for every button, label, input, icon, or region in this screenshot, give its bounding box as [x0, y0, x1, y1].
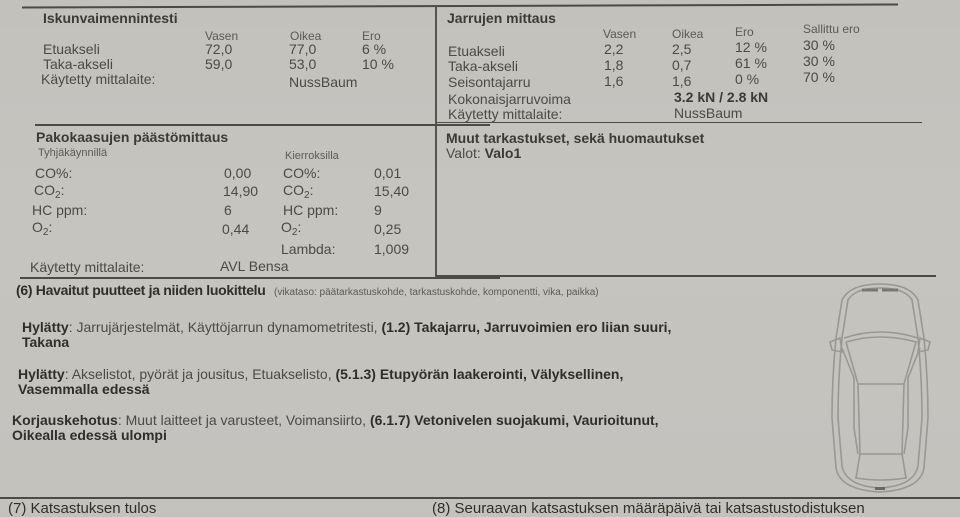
- brake-row-left: 2,2: [604, 41, 624, 57]
- brake-row-allowed: 70 %: [803, 69, 835, 85]
- defect-location: Takana: [22, 334, 70, 350]
- rpm-lambda-label: Lambda:: [281, 241, 336, 257]
- other-checks-title: Muut tarkastukset, sekä huomautukset: [446, 130, 705, 146]
- shock-row-diff: 6 %: [362, 41, 387, 57]
- shock-row-right: 53,0: [289, 56, 317, 72]
- defect-item: [12, 413, 802, 443]
- idle-co-label: CO%:: [35, 165, 73, 181]
- bottom-divider-line: [0, 497, 960, 499]
- emissions-device-label: Käytetty mittalaite:: [30, 259, 145, 275]
- center-divider-line: [435, 6, 437, 278]
- defect-path: : Jarrujärjestelmät, Käyttöjarrun dynamometritesti,: [68, 319, 382, 335]
- brake-row-label: Etuakseli: [448, 43, 505, 59]
- brake-row-right: 1,6: [672, 73, 692, 89]
- brake-header-right: Oikea: [672, 27, 704, 41]
- top-border-line: [22, 3, 898, 8]
- rpm-o2-value: 0,25: [374, 221, 402, 237]
- section-divider-line-3: [20, 277, 500, 279]
- idle-title: Tyhjäkäynnillä: [38, 147, 108, 159]
- defect-path: : Muut laitteet ja varusteet, Voimansiirto,: [117, 412, 370, 428]
- rpm-title: Kierroksilla: [285, 150, 339, 162]
- shock-row-diff: 10 %: [362, 56, 394, 72]
- brake-total-label: Kokonaisjarruvoima: [448, 91, 571, 107]
- defect-level: Hylätty: [22, 319, 69, 335]
- defect-detail: (6.1.7) Vetonivelen suojakumi, Vaurioitunut,: [369, 412, 659, 428]
- idle-co2-value: 14,90: [223, 183, 259, 199]
- car-top-view-icon: [820, 278, 940, 498]
- lights-value: Valo1: [484, 145, 522, 161]
- brake-row-label: Taka-akseli: [448, 58, 519, 74]
- shock-header-diff: Ero: [362, 29, 381, 43]
- brake-row-allowed: 30 %: [803, 53, 835, 69]
- brake-header-allowed: Sallittu ero: [803, 22, 860, 36]
- rpm-hc-value: 9: [374, 202, 382, 218]
- defect-item: [22, 320, 802, 350]
- brake-row-diff: 61 %: [735, 55, 767, 71]
- brake-row-right: 0,7: [672, 57, 692, 73]
- defect-level: Hylätty: [18, 366, 65, 382]
- brake-device-label: Käytetty mittalaite:: [448, 106, 563, 122]
- idle-co-value: 0,00: [224, 165, 252, 181]
- next-inspection-title: (8) Seuraavan katsastuksen määräpäivä tai katsastustodistuksen: [432, 500, 865, 517]
- lights-row: [446, 146, 521, 161]
- shock-absorber-title: Iskunvaimennintesti: [43, 10, 178, 26]
- lights-label: Valot:: [446, 145, 481, 161]
- brake-row-allowed: 30 %: [803, 37, 835, 53]
- brake-device-value: NussBaum: [674, 105, 743, 121]
- shock-device-label: Käytetty mittalaite:: [41, 71, 156, 87]
- defect-item: [18, 367, 798, 397]
- brake-header-left: Vasen: [603, 27, 637, 41]
- shock-row-label: Etuakseli: [43, 41, 100, 57]
- section-divider-line-4: [436, 275, 936, 277]
- brake-row-label: Seisontajarru: [448, 74, 531, 90]
- idle-co2-label: $CO_2$:: [34, 182, 65, 201]
- defect-detail: (5.1.3) Etupyörän laakerointi, Välyksellinen,: [335, 366, 624, 382]
- brake-row-left: 1,8: [604, 57, 624, 73]
- brake-total-value: 3.2 kN / 2.8 kN: [674, 89, 769, 105]
- shock-header-right: Oikea: [290, 29, 322, 43]
- idle-hc-value: 6: [224, 202, 232, 218]
- shock-row-left: 59,0: [205, 56, 233, 72]
- section-divider-line-1: [35, 124, 490, 126]
- defects-title: (6) Havaitut puutteet ja niiden luokittelu: [16, 282, 266, 298]
- brake-header-diff: Ero: [735, 25, 754, 39]
- brake-title: Jarrujen mittaus: [447, 10, 556, 26]
- brake-row-right: 2,5: [672, 41, 692, 57]
- brake-row-left: 1,6: [604, 73, 624, 89]
- rpm-co-label: CO%:: [283, 165, 321, 181]
- emissions-title: Pakokaasujen päästömittaus: [36, 129, 229, 145]
- rpm-co-value: 0,01: [374, 165, 402, 181]
- brake-row-diff: 0 %: [735, 71, 760, 87]
- rpm-co2-label: $CO_2$:: [283, 182, 314, 201]
- brake-row-diff: 12 %: [735, 39, 767, 55]
- idle-hc-label: HC ppm:: [32, 202, 88, 218]
- inspection-result-title: (7) Katsastuksen tulos: [8, 500, 157, 517]
- rpm-lambda-value: 1,009: [374, 241, 410, 257]
- defects-legend: (vikataso: päätarkastuskohde, tarkastuskohde, komponentti, vika, paikka): [273, 287, 599, 298]
- defect-location: Oikealla edessä ulompi: [12, 427, 167, 443]
- defect-level: Korjauskehotus: [12, 412, 118, 428]
- rpm-co2-value: 15,40: [374, 183, 410, 199]
- defect-detail: (1.2) Takajarru, Jarruvoimien ero liian suuri,: [381, 319, 672, 335]
- idle-o2-label: $O_2$:: [32, 219, 53, 238]
- rpm-hc-label: HC ppm:: [283, 202, 339, 218]
- shock-row-right: 77,0: [289, 41, 317, 57]
- shock-header-left: Vasen: [205, 29, 239, 43]
- defect-location: Vasemmalla edessä: [18, 381, 150, 397]
- shock-row-left: 72,0: [205, 41, 233, 57]
- defects-header: [16, 282, 599, 300]
- idle-o2-value: 0,44: [222, 221, 250, 237]
- section-divider-line-2: [436, 122, 922, 123]
- shock-row-label: Taka-akseli: [43, 56, 114, 72]
- defect-path: : Akselistot, pyörät ja jousitus, Etuakselisto,: [64, 366, 336, 382]
- shock-device-value: NussBaum: [289, 74, 358, 90]
- rpm-o2-label: $O_2$:: [281, 219, 302, 238]
- emissions-device-value: AVL Bensa: [220, 258, 289, 274]
